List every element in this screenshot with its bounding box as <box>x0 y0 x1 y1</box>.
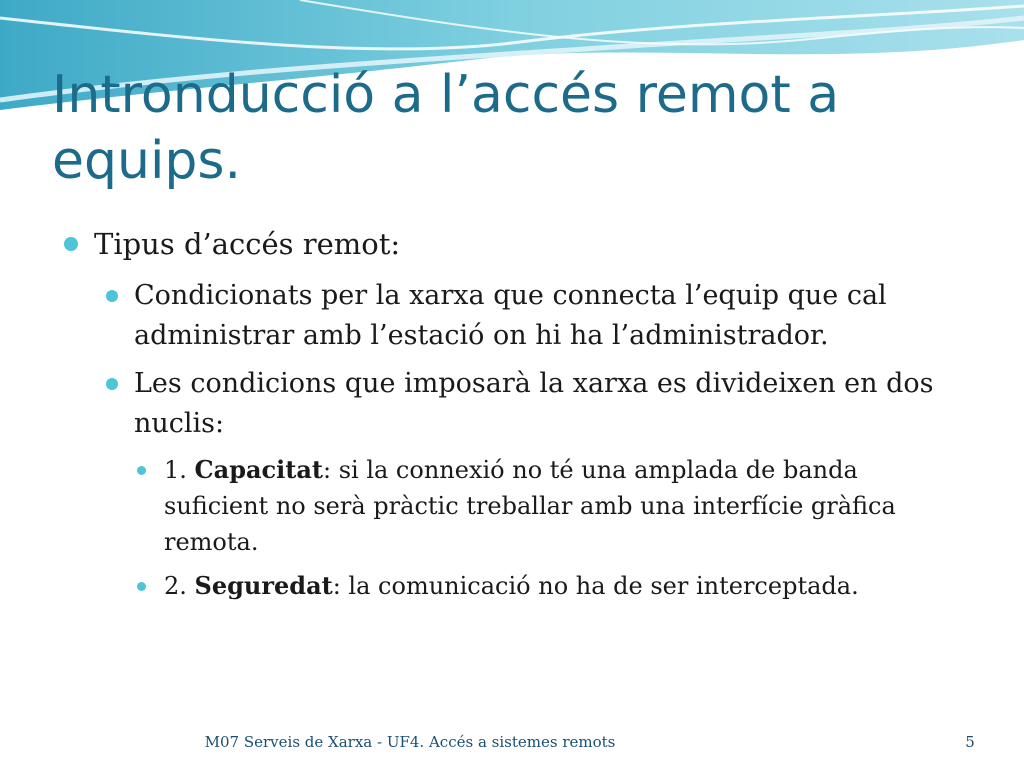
bullet-item-network-conditioned <box>102 276 960 356</box>
bullet-list <box>60 222 960 612</box>
slide-footer: M07 Serveis de Xarxa - UF4. Accés a sistemes remots <box>204 733 616 751</box>
item-number: 1. <box>164 456 187 484</box>
bullet-text: Condicionats per la xarxa que connecta l’equip que cal administrar amb l’estació on hi ha l’administrador. <box>134 280 887 351</box>
bullet-icon <box>64 237 78 251</box>
bullet-icon <box>106 290 118 302</box>
bullet-icon <box>137 582 146 591</box>
item-term: Capacitat <box>194 455 323 484</box>
bullet-text: Les condicions que imposarà la xarxa es divideixen en dos nuclis: <box>134 368 934 439</box>
bullet-text: Tipus d’accés remot: <box>94 227 401 261</box>
item-term: Seguredat <box>194 571 333 600</box>
bullet-item-access-types <box>60 222 960 266</box>
slide-title: Intronducció a l’accés remot a equips. <box>52 65 840 191</box>
bullet-item-network-conditions <box>102 364 960 444</box>
item-description: : la comunicació no ha de ser interceptada. <box>332 572 859 600</box>
item-number: 2. <box>164 572 187 600</box>
bullet-icon <box>106 378 118 390</box>
page-number: 5 <box>965 733 975 751</box>
bullet-icon <box>137 466 146 475</box>
bullet-item-capacity <box>132 452 960 560</box>
item-description: : si la connexió no té una amplada de banda suficient no serà pràctic treballar amb una interfície gràfica remota. <box>164 456 896 556</box>
bullet-item-security <box>132 568 960 604</box>
